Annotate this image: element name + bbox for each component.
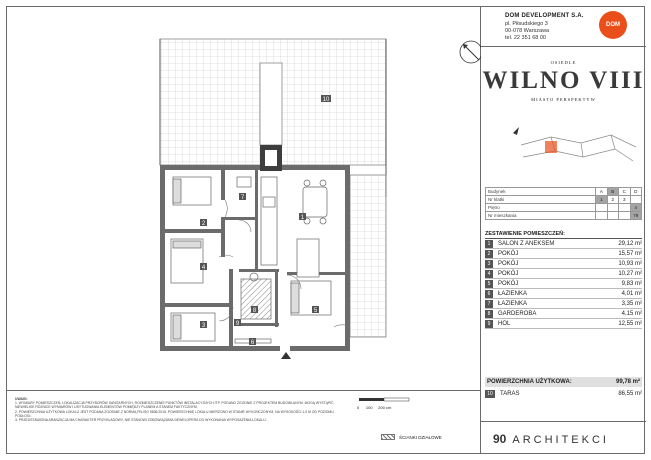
building-key-plan bbox=[511, 125, 641, 170]
terrace-planter bbox=[260, 63, 282, 145]
room-row bbox=[485, 279, 642, 289]
room-label-6: 6 bbox=[250, 340, 255, 346]
terrace-name: TARAS bbox=[500, 391, 520, 397]
room-name: POKÓJ bbox=[498, 250, 519, 257]
room-row bbox=[485, 269, 642, 279]
room-row bbox=[485, 239, 642, 249]
location-label: Piętro bbox=[486, 204, 596, 212]
project-brand bbox=[481, 47, 646, 119]
terrace-area: 86,55 m² bbox=[618, 391, 642, 397]
developer-phone: tel. 22 351 68 00 bbox=[505, 35, 546, 41]
room-name: POKÓJ bbox=[498, 270, 519, 277]
location-row bbox=[486, 188, 642, 196]
location-table bbox=[485, 187, 642, 220]
location-cell: A bbox=[596, 188, 607, 196]
notes-area bbox=[7, 390, 481, 454]
room-number: 2 bbox=[485, 250, 493, 258]
north-compass-icon bbox=[460, 41, 481, 63]
plan-area bbox=[7, 7, 481, 390]
location-cell bbox=[596, 204, 607, 212]
room-number: 6 bbox=[485, 290, 493, 298]
scale-end: 200 cm bbox=[378, 405, 392, 410]
location-cell: 4 bbox=[630, 204, 642, 212]
terrace-side bbox=[350, 175, 386, 337]
room-label-1: 1 bbox=[300, 215, 305, 221]
legend bbox=[381, 434, 442, 440]
room-number: 9 bbox=[485, 320, 493, 328]
terrace-row bbox=[485, 389, 642, 399]
room-row bbox=[485, 289, 642, 299]
developer-logo: DOM bbox=[599, 11, 627, 39]
location-row bbox=[486, 196, 642, 204]
room-label-10: 10 bbox=[322, 97, 330, 103]
location-cell: 1 bbox=[596, 196, 607, 204]
developer-address-line: pl. Piłsudskiego 3 bbox=[505, 21, 548, 27]
location-row bbox=[486, 204, 642, 212]
developer-address bbox=[505, 21, 549, 42]
architect-mark: 90 bbox=[493, 432, 507, 446]
room-label-4: 4 bbox=[201, 265, 206, 271]
room-row bbox=[485, 259, 642, 269]
project-name: WILNO VIII bbox=[482, 67, 645, 94]
location-cell bbox=[630, 196, 642, 204]
note-item: 3. PRZEDSTAWIONA ARANŻACJA MA CHARAKTER PRZYKŁADOWY, NIE STANOWI ZOBOWIĄZANIA DEWELOPERA DO WYKONANIA WYPOSAŻENIA LOKALU. bbox=[15, 418, 267, 423]
info-panel bbox=[481, 7, 646, 454]
developer-address-line: 00-078 Warszawa bbox=[505, 28, 550, 34]
room-row bbox=[485, 319, 642, 329]
room-area: 3,35 m² bbox=[621, 300, 642, 307]
location-cell bbox=[619, 204, 630, 212]
location-cell: B bbox=[607, 188, 618, 196]
scale-start: 0 bbox=[357, 405, 360, 410]
key-plan-north-icon bbox=[513, 127, 519, 135]
room-name: ŁAZIENKA bbox=[498, 290, 528, 297]
room-number: 1 bbox=[485, 240, 493, 248]
location-cell bbox=[607, 212, 618, 220]
location-cell: 3 bbox=[619, 196, 630, 204]
architect-name: ARCHITEKCI bbox=[512, 434, 609, 446]
floor-plan-drawing bbox=[7, 7, 481, 390]
notes-block bbox=[15, 397, 345, 422]
room-label-2: 2 bbox=[201, 221, 206, 227]
room-row bbox=[485, 299, 642, 309]
room-label-8: 8 bbox=[252, 308, 257, 314]
room-row bbox=[485, 249, 642, 259]
scale-mid: 100 bbox=[365, 405, 373, 410]
project-overline: OSIEDLE bbox=[550, 60, 577, 65]
room-number: 5 bbox=[485, 280, 493, 288]
developer-name: DOM DEVELOPMENT S.A. bbox=[505, 13, 584, 19]
furniture bbox=[171, 177, 331, 343]
room-label-9: 9 bbox=[235, 321, 240, 327]
location-label: Budynek bbox=[486, 188, 596, 196]
room-label-5: 5 bbox=[313, 308, 318, 314]
room-area: 10,27 m² bbox=[618, 270, 642, 277]
room-area: 4,15 m² bbox=[621, 310, 642, 317]
rooms-heading: ZESTAWIENIE POMIESZCZEŃ: bbox=[485, 231, 642, 239]
developer-block bbox=[481, 7, 646, 47]
room-number: 3 bbox=[485, 260, 493, 268]
room-row bbox=[485, 309, 642, 319]
room-name: SALON Z ANEKSEM bbox=[498, 240, 555, 247]
room-area: 12,55 m² bbox=[618, 320, 642, 327]
room-number: 7 bbox=[485, 300, 493, 308]
location-cell bbox=[607, 204, 618, 212]
room-area: 4,01 m² bbox=[621, 290, 642, 297]
note-item: 1. WYMIARY POMIESZCZEŃ, LOKALIZACJA PRZYBORÓW SANITARNYCH, ROZMIESZCZENIE PUNKTÓW INSTALACYJNYCH ITP. PODANO ZGODNIE Z PROJEKTEM BUDOWLANYM. MOGĄ WYSTĄPIĆ NIEWIELKIE RÓŻNICE WYMIARÓW I USYTUOWANIA ELEMENTÓW POMIĘDZY PLANEM A STANEM FAKTYCZNYM. bbox=[15, 401, 334, 410]
room-name: POKÓJ bbox=[498, 260, 519, 267]
location-cell: 2 bbox=[607, 196, 618, 204]
room-name: ŁAZIENKA bbox=[498, 300, 528, 307]
location-cell: C bbox=[619, 188, 630, 196]
location-cell: 79 bbox=[630, 212, 642, 220]
legend-label: ŚCIANKI DZIAŁOWE bbox=[399, 434, 442, 440]
room-label-7: 7 bbox=[240, 195, 245, 201]
room-name: POKÓJ bbox=[498, 280, 519, 287]
room-area: 29,12 m² bbox=[618, 240, 642, 247]
rooms-list bbox=[485, 239, 642, 329]
scale-bar bbox=[357, 397, 417, 410]
architect-block bbox=[481, 421, 646, 454]
total-area-bar bbox=[485, 377, 642, 387]
total-area-value: 99,78 m² bbox=[615, 379, 640, 385]
room-area: 10,93 m² bbox=[618, 260, 642, 267]
room-area: 9,83 m² bbox=[621, 280, 642, 287]
location-label: Nr mieszkania bbox=[486, 212, 596, 220]
location-row bbox=[486, 212, 642, 220]
architect-logo bbox=[493, 432, 609, 446]
room-number: 4 bbox=[485, 270, 493, 278]
room-label-3: 3 bbox=[201, 323, 206, 329]
total-area-label: POWIERZCHNIA UŻYTKOWA: bbox=[487, 379, 572, 385]
room-name: GARDEROBA bbox=[498, 310, 537, 317]
floor-plan-sheet bbox=[6, 6, 645, 454]
location-cell bbox=[619, 212, 630, 220]
location-cell: D bbox=[630, 188, 642, 196]
project-tagline: MIASTO PERSPEKTYW bbox=[531, 97, 596, 102]
room-name: HOL bbox=[498, 320, 511, 327]
entrance-arrow-icon bbox=[281, 352, 291, 359]
notes-heading: UWAGI: bbox=[15, 397, 28, 401]
partition-hatch-icon bbox=[381, 434, 395, 440]
terrace-number: 10 bbox=[485, 390, 495, 398]
room-area: 15,57 m² bbox=[618, 250, 642, 257]
room-number: 8 bbox=[485, 310, 493, 318]
location-cell bbox=[596, 212, 607, 220]
note-item: 2. POWIERZCHNIA UŻYTKOWA LOKALU JEST PODANA ZGODNIE Z NORMĄ PN-ISO 9836:2015. POWIERZCHNIĘ LOKALU MIERZONO W STANIE WYKOŃCZONYM, NA WYSOKOŚCI 1,0 M OD POZIOMU PODŁOGI. bbox=[15, 409, 334, 418]
location-label: Nr klatki bbox=[486, 196, 596, 204]
